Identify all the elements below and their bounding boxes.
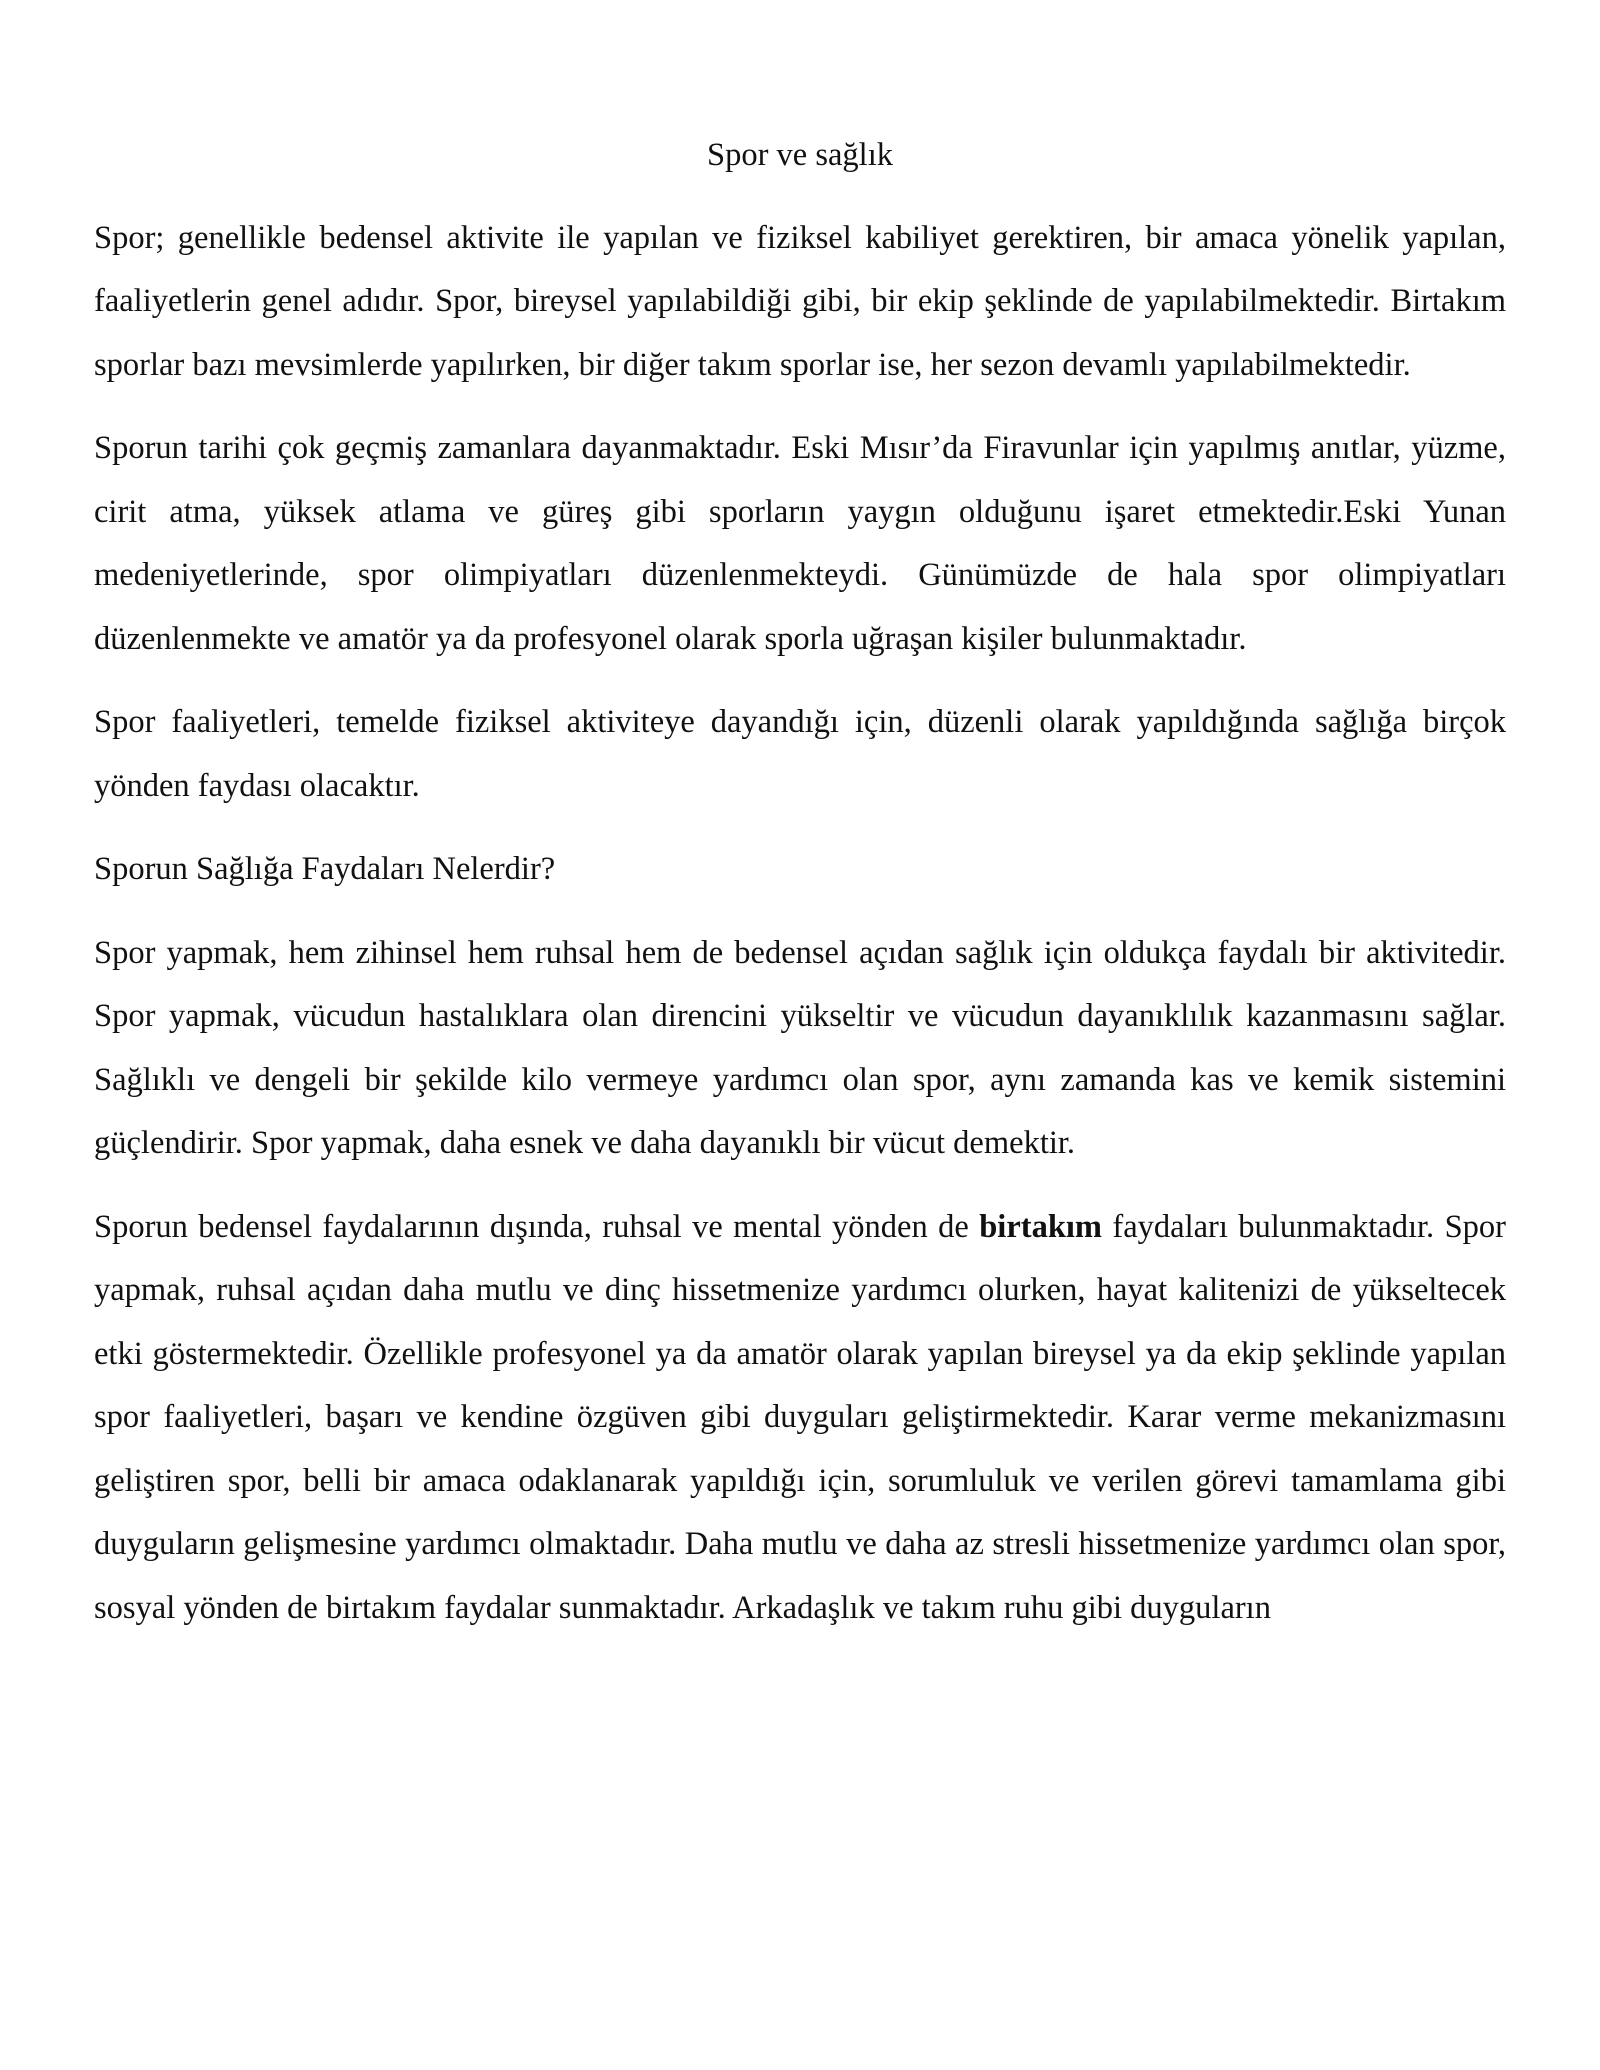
paragraph-sport-health-intro: Spor faaliyetleri, temelde fiziksel aktiviteye dayandığı için, düzenli olarak yapıldığında sağlığa birçok yönden faydası olacaktır. (94, 704, 1506, 804)
paragraph-mental-benefits (94, 1196, 1506, 1641)
bold-word: birtakım (979, 1208, 1102, 1245)
paragraph-sport-definition: Spor; genellikle bedensel aktivite ile yapılan ve fiziksel kabiliyet gerektiren, bir amaca yönelik yapılan, faaliyetlerin genel adıdır. Spor, bireysel yapılabildiği gibi, bir ekip şeklinde de yapılabilmektedir. Birtakım sporlar bazı mevsimlerde yapılırken, bir diğer takım sporlar ise, her sezon devamlı yapılabilmektedir. (94, 219, 1506, 383)
section-heading-benefits: Sporun Sağlığa Faydaları Nelerdir? (94, 851, 556, 887)
paragraph-sport-history: Sporun tarihi çok geçmiş zamanlara dayanmaktadır. Eski Mısır’da Firavunlar için yapılmış anıtlar, yüzme, cirit atma, yüksek atlama ve güreş gibi sporların yaygın olduğunu işaret etmektedir.Eski Yunan medeniyetlerinde, spor olimpiyatları düzenlenmekteydi. Günümüzde de hala spor olimpiyatları düzenlenmekte ve amatör ya da profesyonel olarak sporla uğraşan kişiler bulunmaktadır. (94, 430, 1506, 657)
paragraph-text-segment: Sporun bedensel faydalarının dışında, ruhsal ve mental yönden de (94, 1208, 980, 1245)
paragraph-text-segment: faydaları bulunmaktadır. Spor yapmak, ruhsal açıdan daha mutlu ve dinç hissetmenize yardımcı olurken, hayat kalitenizi de yükseltecek etki göstermektedir. Özellikle profesyonel ya da amatör olarak yapılan bireysel ya da ekip şeklinde yapılan spor faaliyetleri, başarı ve kendine özgüven gibi duyguları geliştirmektedir. Karar verme mekanizmasını geliştiren spor, belli bir amaca odaklanarak yapıldığı için, sorumluluk ve verilen görevi tamamlama gibi duyguların gelişmesine yardımcı olmaktadır. Daha mutlu ve daha az stresli hissetmenize yardımcı olan spor, sosyal yönden de birtakım faydalar sunmaktadır. Arkadaşlık ve takım ruhu gibi duyguların (94, 1208, 1506, 1626)
paragraph-physical-benefits: Spor yapmak, hem zihinsel hem ruhsal hem de bedensel açıdan sağlık için oldukça faydalı bir aktivitedir. Spor yapmak, vücudun hastalıklara olan direncini yükseltir ve vücudun dayanıklılık kazanmasını sağlar. Sağlıklı ve dengeli bir şekilde kilo vermeye yardımcı olan spor, aynı zamanda kas ve kemik sistemini güçlendirir. Spor yapmak, daha esnek ve daha dayanıklı bir vücut demektir. (94, 934, 1506, 1161)
document-title: Spor ve sağlık (707, 137, 893, 173)
